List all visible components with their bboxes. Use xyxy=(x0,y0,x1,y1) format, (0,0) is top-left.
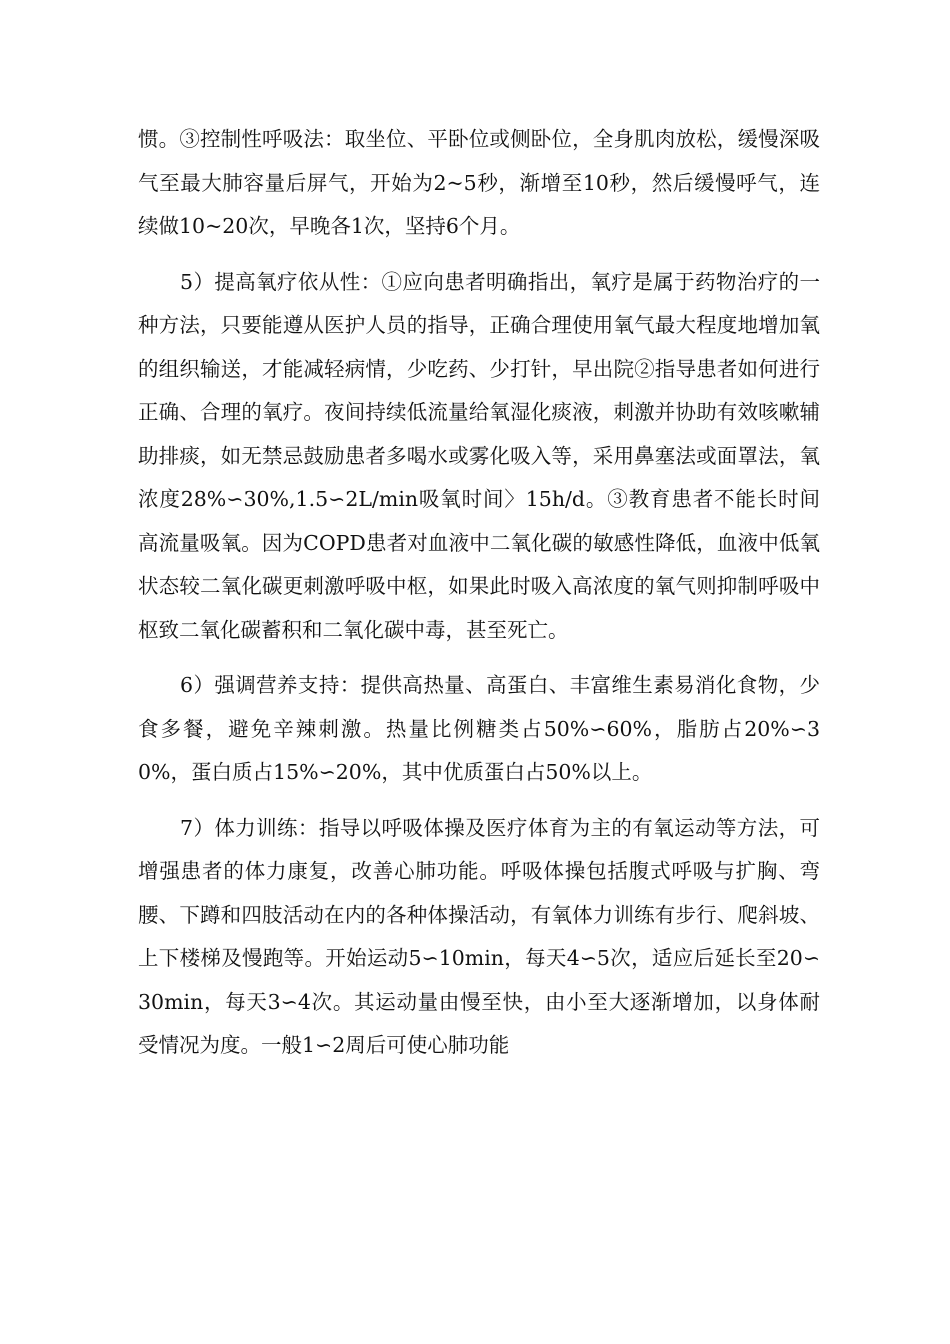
paragraph-oxygen-therapy-compliance: 5）提高氧疗依从性：①应向患者明确指出，氧疗是属于药物治疗的一种方法，只要能遵从医护人员的指导，正确合理使用氧气最大程度地增加氧的组织输送，才能减轻病情，少吃药、少打针，早出院②指导患者如何进行正确、合理的氧疗。夜间持续低流量给氧湿化痰液，刺激并协助有效咳嗽辅助排痰，如无禁忌鼓励患者多喝水或雾化吸入等，采用鼻塞法或面罩法，氧浓度28%∽30%,1.5∽2L/min吸氧时间〉15h/d。③教育患者不能长时间高流量吸氧。因为COPD患者对血液中二氧化碳的敏感性降低，血液中低氧状态较二氧化碳更刺激呼吸中枢，如果此时吸入高浓度的氧气则抑制呼吸中枢致二氧化碳蓄积和二氧化碳中毒，甚至死亡。 xyxy=(138,269,820,642)
document-body xyxy=(138,118,820,1068)
paragraph-nutrition-support: 6）强调营养支持：提供高热量、高蛋白、丰富维生素易消化食物，少食多餐，避免辛辣刺激。热量比例糖类占50%∽60%，脂肪占20%∽30%，蛋白质占15%∽20%，其中优质蛋白占50%以上。 xyxy=(138,673,820,784)
paragraph-controlled-breathing: 惯。③控制性呼吸法：取坐位、平卧位或侧卧位，全身肌肉放松，缓慢深吸气至最大肺容量后屏气，开始为2~5秒，渐增至10秒，然后缓慢呼气，连续做10~20次，早晚各1次，坚持6个月。 xyxy=(138,127,820,238)
paragraph-physical-training: 7）体力训练：指导以呼吸体操及医疗体育为主的有氧运动等方法，可增强患者的体力康复，改善心肺功能。呼吸体操包括腹式呼吸与扩胸、弯腰、下蹲和四肢活动在内的各种体操活动，有氧体力训练有步行、爬斜坡、上下楼梯及慢跑等。开始运动5∽10min，每天4∽5次，适应后延长至20∽30min，每天3∽4次。其运动量由慢至快，由小至大逐渐增加，以身体耐受情况为度。一般1∽2周后可使心肺功能 xyxy=(138,815,820,1057)
